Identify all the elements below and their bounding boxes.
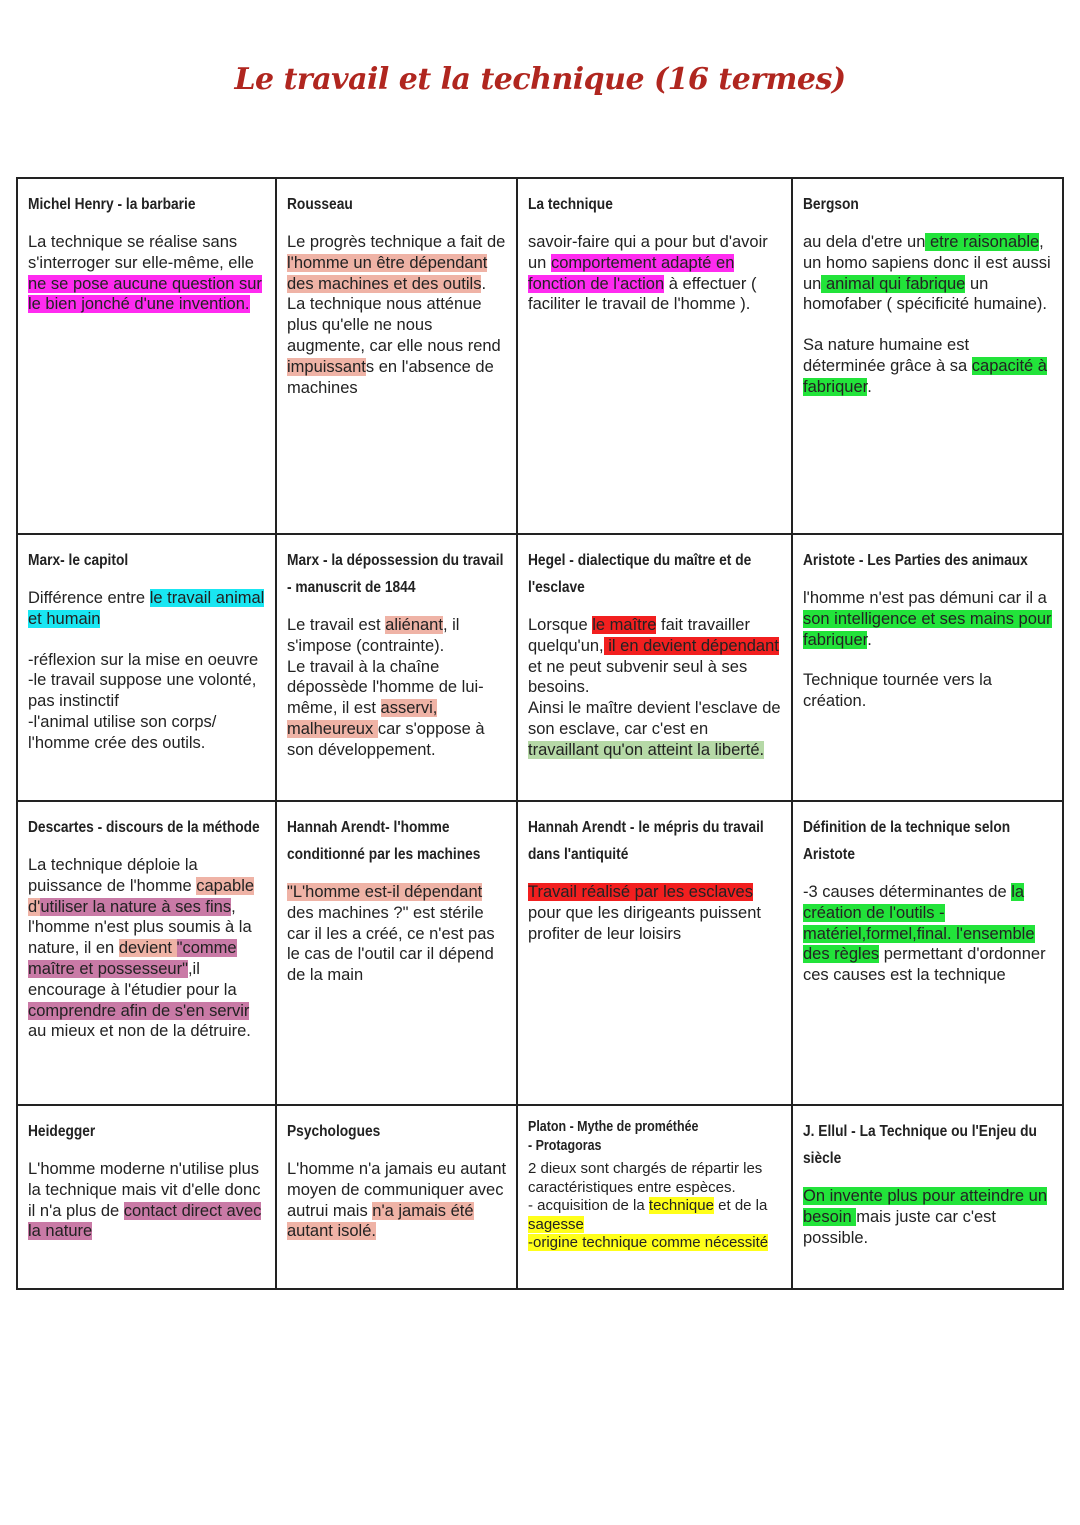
cell-title: Platon - Mythe de prométhée - Protagoras xyxy=(528,1119,699,1154)
cell-title: Hannah Arendt- l'homme conditionné par les machines xyxy=(287,819,481,863)
cell-body: Travail réalisé par les esclaves pour que les dirigeants puissent profiter de leur loisirs xyxy=(528,883,761,943)
cell-ellul xyxy=(792,1105,1063,1289)
cell-definition-aristote xyxy=(792,801,1063,1105)
cell-body: Le travail est aliénant, il s'impose (contrainte). Le travail à la chaîne dépossède l'homme de lui-même, il est asservi, malheureux car s'oppose à son développement. xyxy=(287,616,485,759)
cell-body: La technique se réalise sans s'interroger sur elle-même, elle ne se pose aucune question sur le bien jonché d'une invention. xyxy=(28,233,262,314)
cell-la-technique xyxy=(517,178,792,534)
highlight: -origine technique comme nécessité xyxy=(528,1234,769,1251)
cell-marx-depossession xyxy=(276,534,517,801)
cell-marx-capitol xyxy=(17,534,276,801)
cell-hegel xyxy=(517,534,792,801)
cell-body: l'homme n'est pas démuni car il a son intelligence et ses mains pour fabriquer. Technique tournée vers la création. xyxy=(803,589,1052,711)
cell-body: L'homme moderne n'utilise plus la technique mais vit d'elle donc il n'a plus de contact direct avec la nature xyxy=(28,1160,262,1241)
cell-heidegger xyxy=(17,1105,276,1289)
highlight: son intelligence et ses mains pour fabriquer xyxy=(803,609,1052,649)
highlight: "L'homme est-il dépendant xyxy=(287,883,483,901)
cell-body: Différence entre le travail animal et humain -réflexion sur la mise en oeuvre -le travail suppose une volonté, pas instinctif -l'animal utilise son corps/ l'homme crée des outils. xyxy=(28,589,265,752)
highlight: comportement adapté en fonction de l'action xyxy=(528,253,735,293)
cell-michel-henry xyxy=(17,178,276,534)
highlight: n'a jamais été autant isolé. xyxy=(287,1201,474,1241)
highlight: sagesse xyxy=(528,1215,584,1233)
highlight: comprendre afin de s'en servir xyxy=(28,1001,250,1020)
highlight: travaillant qu'on atteint la liberté. xyxy=(528,740,765,759)
highlight: Travail réalisé par les esclaves xyxy=(528,883,753,901)
cell-body: Le progrès technique a fait de l'homme un être dépendant des machines et des outils. La technique nous atténue plus qu'elle ne nous augmente, car elle nous rend impuissants en l'absence de machines xyxy=(287,233,506,397)
cell-arendt-mepris xyxy=(517,801,792,1105)
highlight: le maître xyxy=(592,616,657,634)
cell-platon xyxy=(517,1105,792,1289)
cell-body: On invente plus pour atteindre un besoin mais juste car c'est possible. xyxy=(803,1187,1047,1247)
highlight: il en devient dépendant xyxy=(603,636,779,655)
cell-body: La technique déploie la puissance de l'homme capable d'utiliser la nature à ses fins, l'homme n'est plus soumis à la nature, il en devient "comme maître et possesseur",il encourage à l'étudier pour la comprendre afin de s'en servir au mieux et non de la détruire. xyxy=(28,856,255,1041)
highlight: technique xyxy=(648,1197,714,1214)
highlight: "comme maître et possesseur" xyxy=(28,939,237,978)
table-row xyxy=(17,534,1063,801)
cell-title: Marx- le capitol xyxy=(28,552,129,569)
cell-title: Aristote - Les Parties des animaux xyxy=(803,552,1028,569)
highlight: etre raisonable xyxy=(925,233,1040,251)
cell-body: -3 causes déterminantes de la création de l'outils -matériel,formel,final. l'ensemble des règles permettant d'ordonner ces causes est la technique xyxy=(803,883,1046,985)
highlight: On invente plus pour atteindre un besoin xyxy=(803,1187,1047,1226)
cell-title: Marx - la dépossession du travail - manuscrit de 1844 xyxy=(287,552,504,596)
page-title: Le travail et la technique (16 termes) xyxy=(234,62,846,97)
cell-title: Psychologues xyxy=(287,1123,381,1140)
cell-title: Hannah Arendt - le mépris du travail dans l'antiquité xyxy=(528,819,764,863)
table-row xyxy=(17,178,1063,534)
cell-body: "L'homme est-il dépendant des machines ?" est stérile car il les a créé, ce n'est pas le cas de l'outil car il dépend de la main xyxy=(287,883,495,985)
cell-title: Bergson xyxy=(803,196,859,213)
highlight: impuissant xyxy=(287,357,366,376)
cell-psychologues xyxy=(276,1105,517,1289)
cell-body: Lorsque le maître fait travailler quelqu'un, il en devient dépendant et ne peut subvenir seul à ses besoins. Ainsi le maître devient l'esclave de son esclave, car c'est en travaillant qu'on atteint la liberté. xyxy=(528,616,781,759)
highlight: devient xyxy=(118,939,177,958)
table-row xyxy=(17,1105,1063,1289)
cell-body: 2 dieux sont chargés de répartir les caractéristiques entre espèces. - acquisition de la technique et de la sagesse -origine technique comme nécessité xyxy=(528,1160,769,1251)
concept-grid xyxy=(16,177,1064,1290)
cell-bergson xyxy=(792,178,1063,534)
highlight: la création de l'outils -matériel,formel,final. l'ensemble des règles xyxy=(803,883,1035,964)
highlight: animal qui fabrique xyxy=(821,274,966,293)
cell-aristote-parties xyxy=(792,534,1063,801)
cell-arendt-machines xyxy=(276,801,517,1105)
highlight: capacité à fabriquer xyxy=(803,356,1047,396)
cell-title: Définition de la technique selon Aristote xyxy=(803,819,1011,863)
cell-title: Descartes - discours de la méthode xyxy=(28,819,260,836)
cell-title: La technique xyxy=(528,196,613,213)
cell-title: J. Ellul - La Technique ou l'Enjeu du siècle xyxy=(803,1123,1037,1167)
cell-rousseau xyxy=(276,178,517,534)
cell-descartes xyxy=(17,801,276,1105)
cell-title: Hegel - dialectique du maître et de l'esclave xyxy=(528,552,752,596)
cell-title: Heidegger xyxy=(28,1123,96,1140)
highlight: capable d' xyxy=(28,876,255,916)
highlight: asservi, malheureux xyxy=(287,699,438,738)
cell-body: savoir-faire qui a pour but d'avoir un comportement adapté en fonction de l'action à effectuer ( faciliter le travail de l'homme ). xyxy=(528,233,768,314)
table-row xyxy=(17,801,1063,1105)
cell-body: L'homme n'a jamais eu autant moyen de communiquer avec autrui mais n'a jamais été autant isolé. xyxy=(287,1160,507,1241)
highlight: contact direct avec la nature xyxy=(28,1201,262,1241)
cell-title: Rousseau xyxy=(287,196,353,213)
highlight: l'homme un être dépendant des machines et des outils xyxy=(287,253,488,293)
highlight: ne se pose aucune question sur le bien jonché d'une invention. xyxy=(28,274,262,314)
highlight: le travail animal et humain xyxy=(28,589,265,628)
highlight: utiliser la nature à ses fins xyxy=(40,897,232,916)
cell-title: Michel Henry - la barbarie xyxy=(28,196,196,213)
highlight: aliénant xyxy=(385,616,443,634)
cell-body: au dela d'etre un etre raisonable, un homo sapiens donc il est aussi un animal qui fabrique un homofaber ( spécificité humaine). Sa nature humaine est déterminée grâce à sa capacité à fabriquer. xyxy=(803,233,1051,396)
